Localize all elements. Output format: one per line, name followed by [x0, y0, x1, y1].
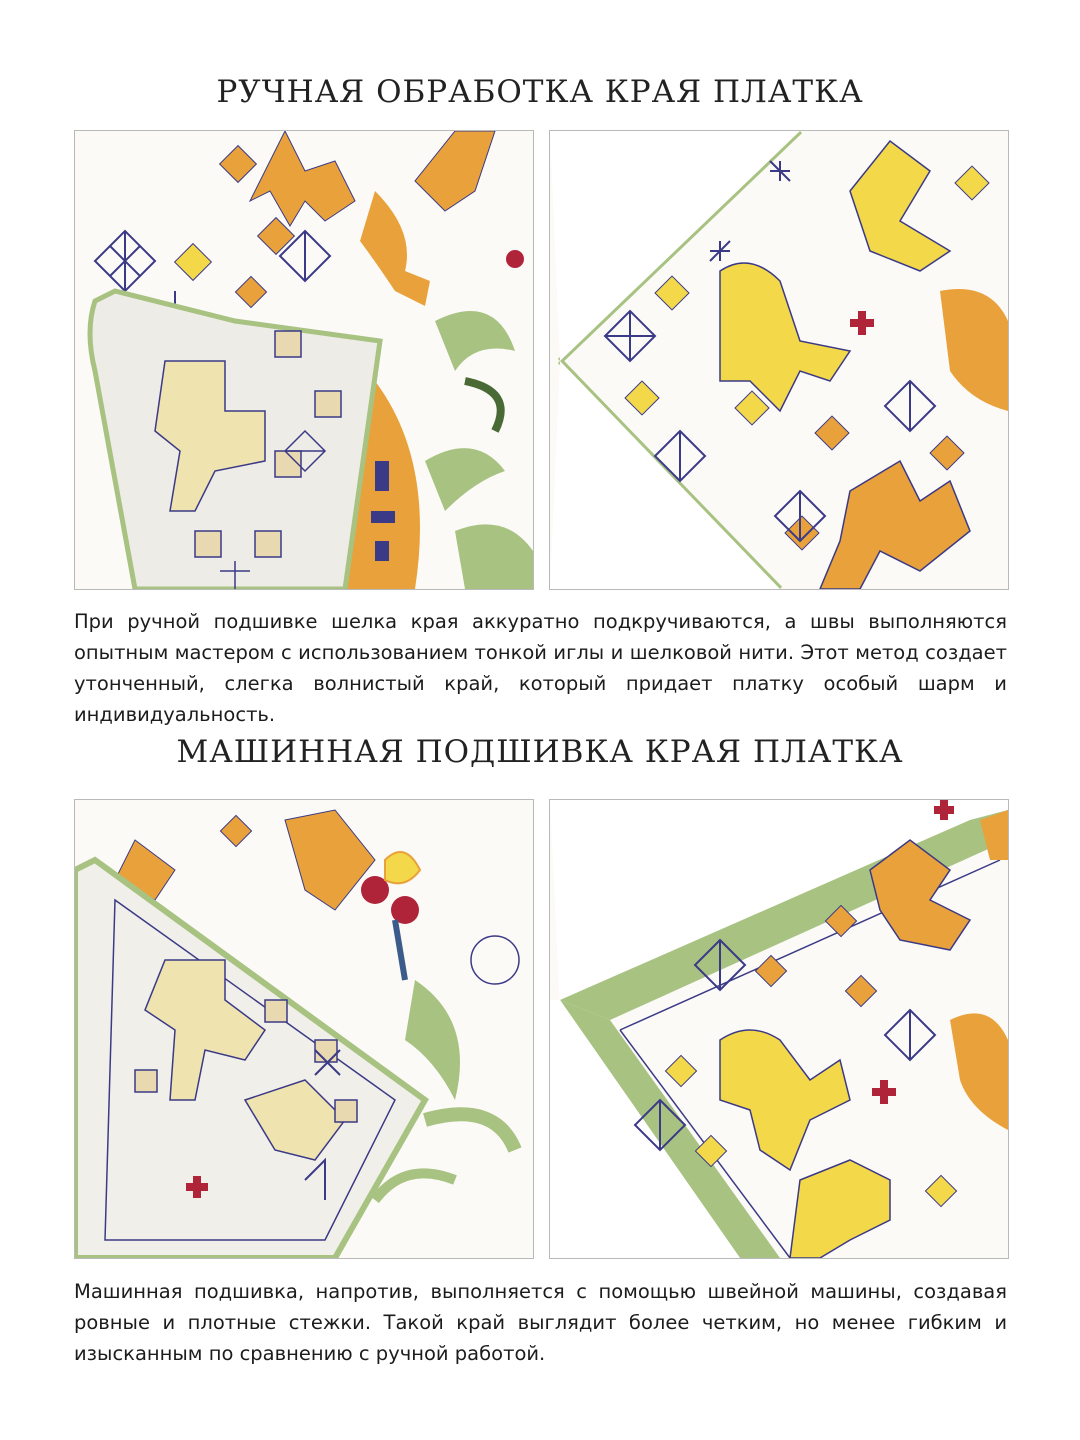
section-title-hand-edge: РУЧНАЯ ОБРАБОТКА КРАЯ ПЛАТКА [216, 74, 864, 110]
section-title-machine-edge: МАШИННАЯ ПОДШИВКА КРАЯ ПЛАТКА [176, 734, 904, 770]
photo-machine-edge-folded [74, 799, 534, 1259]
photo-machine-edge-corner [549, 799, 1009, 1259]
photo-hand-rolled-edge-corner [549, 130, 1009, 590]
section-text-hand-edge: При ручной подшивке шелка края аккуратно подкручиваются, а швы выполняются опытным мастером с использованием тонкой иглы и шелковой нити. Этот метод создает утонченный, слегка волнистый край, который придает платку особый шарм и индивидуальность. [74, 610, 1007, 726]
scarf-pattern-image [550, 800, 1008, 1258]
scarf-pattern-image [75, 131, 533, 589]
scarf-pattern-image [75, 800, 533, 1258]
photo-hand-rolled-edge-folded [74, 130, 534, 590]
scarf-pattern-image [550, 131, 1008, 589]
section-text-machine-edge: Машинная подшивка, напротив, выполняется с помощью швейной машины, создавая ровные и плотные стежки. Такой край выглядит более четким, но менее гибким и изысканным по сравнению с ручной работой. [74, 1280, 1007, 1365]
